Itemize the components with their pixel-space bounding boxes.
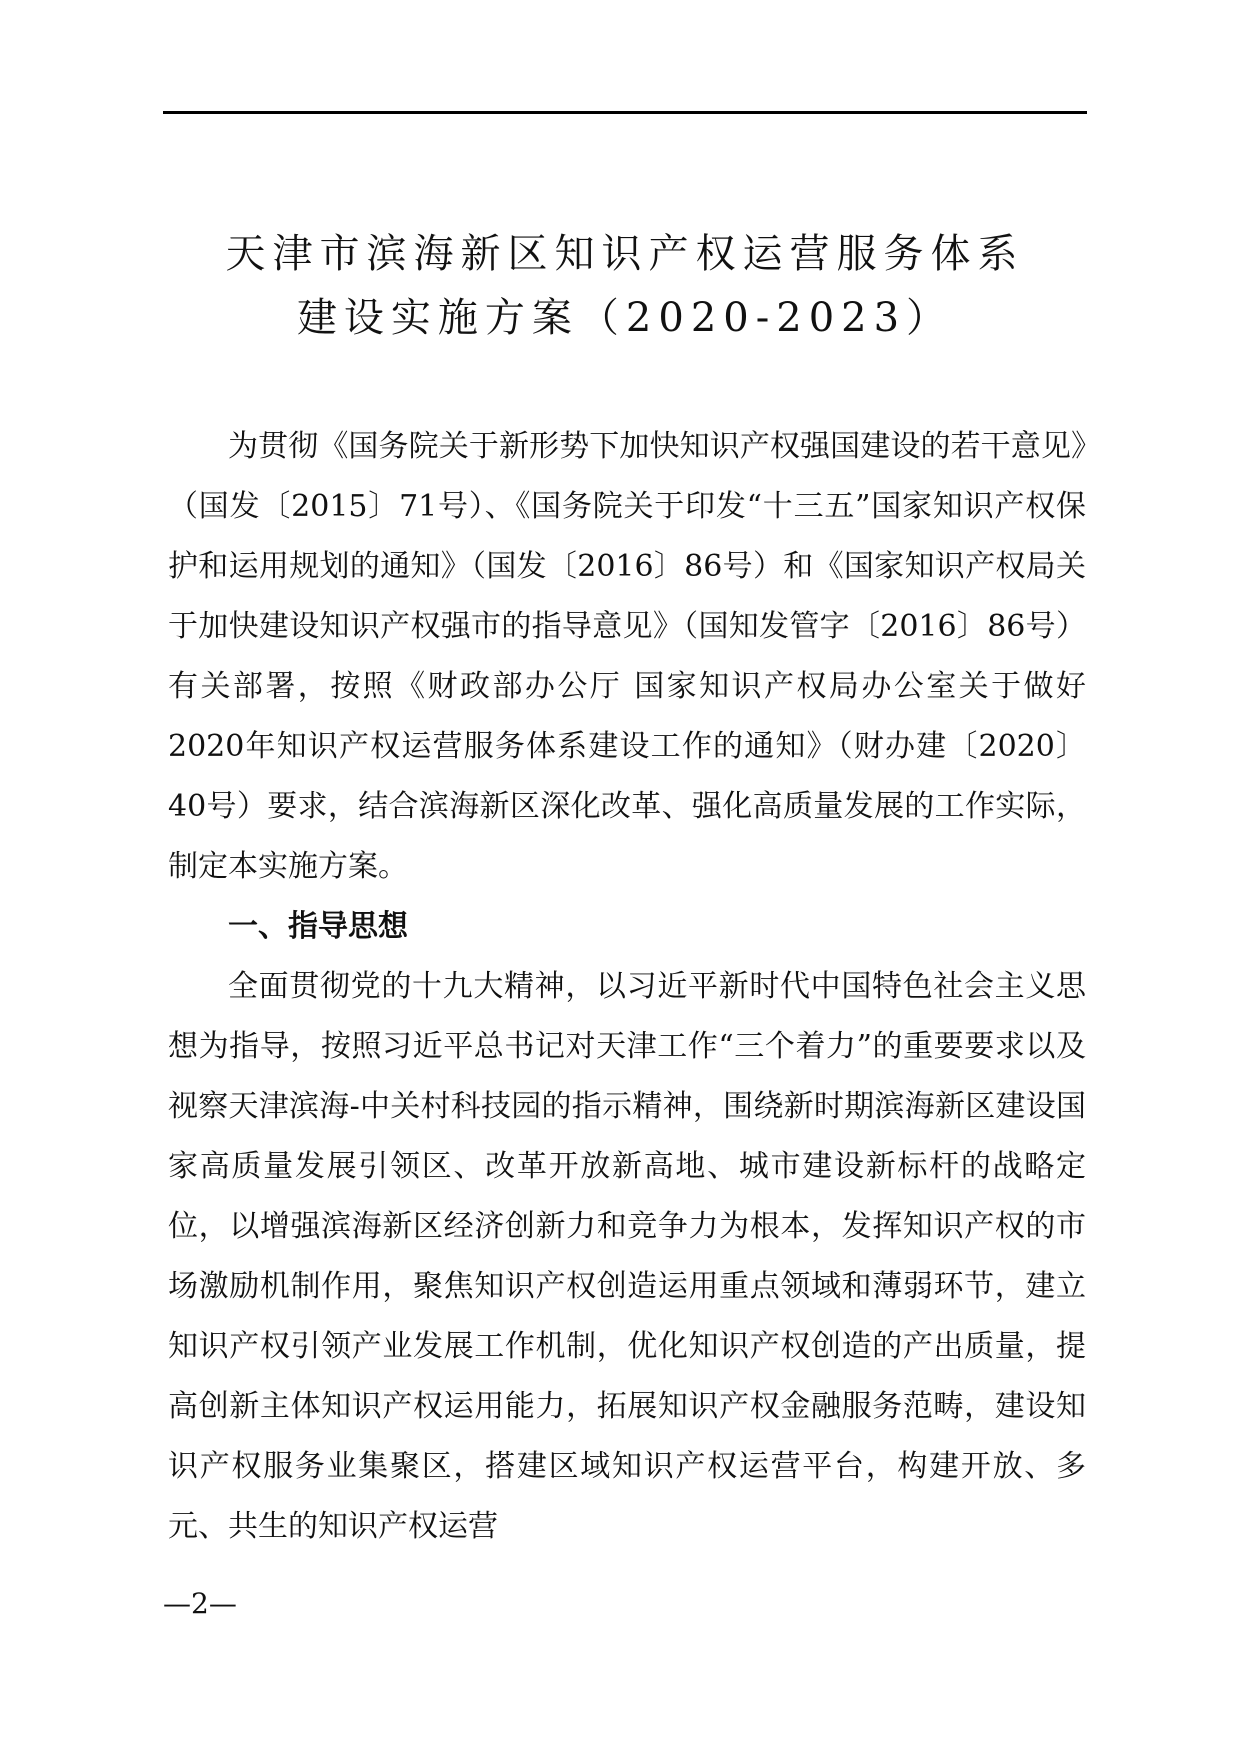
document-title-line-1: 天津市滨海新区知识产权运营服务体系 [225,231,1025,277]
page-number: —2— [163,1587,237,1620]
guiding-ideology-paragraph: 全面贯彻党的十九大精神，以习近平新时代中国特色社会主义思想为指导，按照习近平总书记对天津工作“三个着力”的重要要求以及视察天津滨海-中关村科技园的指示精神，围绕新时期滨海新区建设国家高质量发展引领区、改革开放新高地、城市建设新标杆的战略定位，以增强滨海新区经济创新力和竞争力为根本，发挥知识产权的市场激励机制作用，聚焦知识产权创造运用重点领域和薄弱环节，建立知识产权引领产业发展工作机制，优化知识产权创造的产出质量，提高创新主体知识产权运用能力，拓展知识产权金融服务范畴，建设知识产权服务业集聚区，搭建区域知识产权运营平台，构建开放、多元、共生的知识产权运营 [168,969,1086,1544]
section-heading-guiding-ideology: 一、指导思想 [228,909,408,944]
intro-paragraph: 为贯彻《国务院关于新形势下加快知识产权强国建设的若干意见》（国发〔2015〕71号）、《国务院关于印发“十三五”国家知识产权保护和运用规划的通知》（国发〔2016〕86号）和《国家知识产权局关于加快建设知识产权强市的指导意见》（国知发管字〔2016〕86号）有关部署，按照《财政部办公厅 国家知识产权局办公室关于做好2020年知识产权运营服务体系建设工作的通知》（财办建〔2020〕40号）要求，结合滨海新区深化改革、强化高质量发展的工作实际，制定本实施方案。 [168,429,1086,884]
header-rule [163,111,1087,114]
document-title-line-2: 建设实施方案（2020-2023） [296,295,954,341]
document-body [168,417,1086,1557]
